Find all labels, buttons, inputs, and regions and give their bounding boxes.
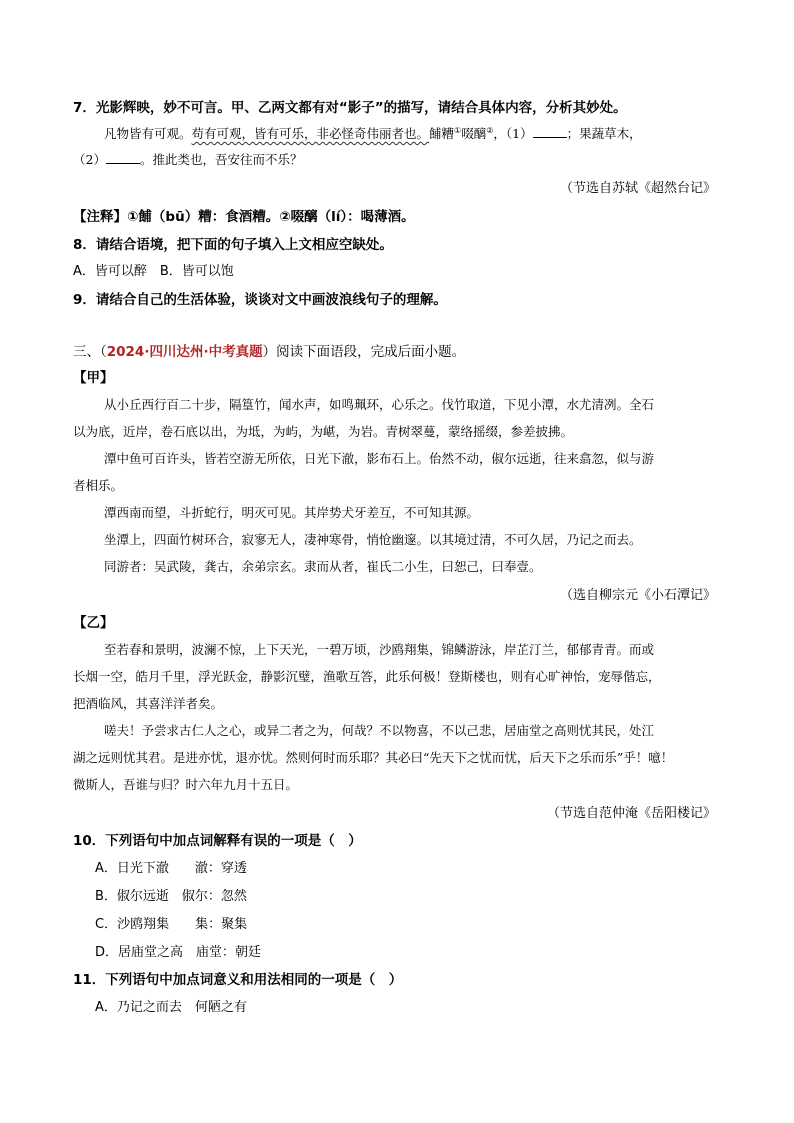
jia-line: 同游者：吴武陵，龚古，余弟宗玄。隶而从者，崔氏二小生，曰恕己，曰奉壹。	[104, 559, 542, 574]
section-3-instruction: ）阅读下面语段，完成后面小题。	[262, 344, 466, 360]
annotation	[73, 205, 415, 225]
jia-line: 从小丘西行百二十步，隔篁竹，闻水声，如鸣珮环，心乐之。伐竹取道，下见小潭，水尤清冽。全石	[104, 397, 655, 412]
su-passage-text: 啜醨	[461, 126, 487, 141]
question-7-number: 7．	[73, 100, 96, 116]
annotation-text: ①餔（bū）糟：食酒糟。②啜醨（lí）：喝薄酒。	[127, 209, 415, 225]
jia-line: 潭西南而望，斗折蛇行，明灭可见。其岸势犬牙差互，不可知其源。	[104, 505, 480, 520]
blank-2[interactable]	[106, 151, 140, 164]
note-marker-1: ①	[454, 125, 462, 135]
question-9-number: 9．	[73, 292, 96, 308]
source-fan-zhongyan: （节选自范仲淹《岳阳楼记》	[546, 806, 716, 821]
question-10-option-b: B．俶尔远逝 俶尔：忽然	[95, 889, 247, 904]
wavy-underlined-sentence: 苟有可观，皆有可乐，非必怪奇伟丽者也。	[191, 126, 430, 141]
question-11-number: 11．	[73, 972, 106, 988]
jia-line: 坐潭上，四面竹树环合，寂寥无人，凄神寒骨，悄怆幽邃。以其境过清，不可久居，乃记之而去。	[104, 532, 642, 547]
su-passage-text: 凡物皆有可观。	[104, 126, 192, 141]
su-passage-text: ，（1）	[493, 126, 533, 141]
source-su-shi: （节选自苏轼《超然台记》	[559, 181, 716, 196]
jia-line: 潭中鱼可百许头，皆若空游无所依，日光下澈，影布石上。佁然不动，俶尔远逝，往来翕忽，似与游	[104, 451, 655, 466]
section-3-header	[73, 340, 465, 360]
jia-line: 以为底，近岸，卷石底以出，为坻，为屿，为嵁，为岩。青树翠蔓，蒙络摇缀，参差披拂。	[73, 424, 574, 439]
question-11	[73, 968, 402, 988]
yi-line: 微斯人，吾谁与归？时六年九月十五日。	[73, 777, 299, 792]
question-7	[73, 96, 627, 116]
note-marker-2: ②	[486, 125, 494, 135]
question-10-option-d: D．居庙堂之高 庙堂：朝廷	[95, 945, 262, 960]
question-11-option-a: A．乃记之而去 何陋之有	[95, 1000, 247, 1015]
question-8-text: 请结合语境，把下面的句子填入上文相应空缺处。	[95, 237, 393, 253]
yi-line: 把酒临风，其喜洋洋者矣。	[73, 696, 224, 711]
blank-1[interactable]	[533, 125, 567, 138]
su-passage-text: 。推此类也，吾安往而不乐？	[139, 152, 303, 167]
annotation-label: 【注释】	[73, 209, 127, 225]
question-10-option-c: C．沙鸥翔集 集：聚集	[95, 917, 248, 932]
su-passage-text: ；果蔬草木，	[566, 126, 642, 141]
yi-line: 长烟一空，皓月千里，浮光跃金，静影沉璧，渔歌互答，此乐何极！登斯楼也，则有心旷神怡，宠辱偕忘，	[73, 669, 661, 684]
question-11-text: 下列语句中加点词意义和用法相同的一项是（ ）	[105, 972, 403, 988]
question-10	[73, 829, 362, 849]
exam-source-tag: 2024·四川达州·中考真题	[106, 344, 263, 360]
yi-line: 嗟夫！予尝求古仁人之心，或异二者之为，何哉？不以物喜，不以己悲，居庙堂之高则忧其民，处江	[104, 723, 655, 738]
su-passage-text: （2）	[73, 152, 106, 167]
question-9	[73, 288, 447, 308]
su-passage-line-1	[104, 124, 642, 142]
su-passage-line-2	[73, 150, 302, 168]
su-passage-text: 餔糟	[429, 126, 455, 141]
source-liu-zongyuan: （选自柳宗元《小石潭记》	[559, 588, 716, 603]
question-9-text: 请结合自己的生活体验，谈谈对文中画波浪线句子的理解。	[95, 292, 447, 308]
question-7-text: 光影辉映，妙不可言。甲、乙两文都有对“影子”的描写，请结合具体内容，分析其妙处。	[95, 100, 627, 116]
question-8	[73, 233, 393, 253]
question-10-text: 下列语句中加点词解释有误的一项是（ ）	[105, 833, 362, 849]
yi-label: 【乙】	[73, 615, 114, 631]
yi-line: 湖之远则忧其君。是进亦忧，退亦忧。然则何时而乐耶？其必曰“先天下之忧而忧，后天下之乐而乐”乎！噫！	[73, 750, 674, 765]
section-3-prefix: 三、（	[73, 344, 107, 360]
jia-line: 者相乐。	[73, 478, 124, 493]
yi-line: 至若春和景明，波澜不惊，上下天光，一碧万顷，沙鸥翔集，锦鳞游泳，岸芷汀兰，郁郁青青。而或	[104, 642, 655, 657]
question-8-number: 8．	[73, 237, 96, 253]
question-8-options: A．皆可以醉 B．皆可以饱	[73, 264, 234, 279]
question-10-number: 10．	[73, 833, 106, 849]
jia-label: 【甲】	[73, 370, 114, 386]
question-10-option-a: A．日光下澈 澈：穿透	[95, 861, 247, 876]
